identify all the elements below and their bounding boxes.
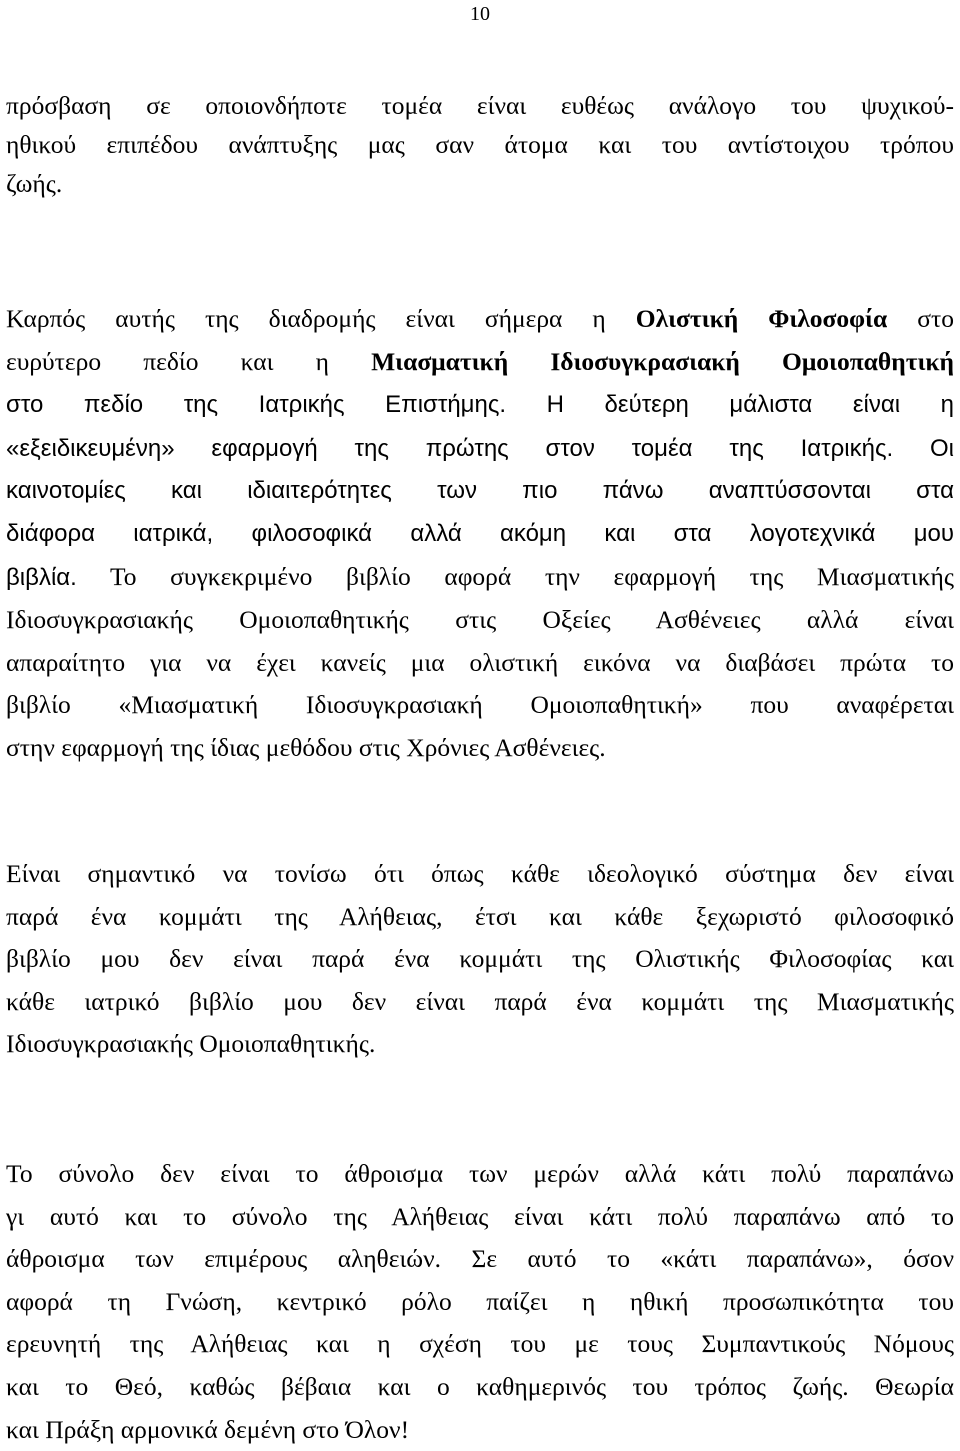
paragraph-4-line-5: ερευνητή της Αλήθειας και η σχέση του με τους Συμπαντικούς Νόμους [6, 1329, 954, 1359]
paragraph-3-line-3: βιβλίο μου δεν είναι παρά ένα κομμάτι της Ολιστικής Φιλοσοφίας και [6, 944, 954, 974]
paragraph-3-line-1: Είναι σημαντικό να τονίσω ότι όπως κάθε ιδεολογικό σύστημα δεν είναι [6, 859, 954, 888]
paragraph-3-line-2: παρά ένα κομμάτι της Αλήθειας, έτσι και κάθε ξεχωριστό φιλοσοφικό [6, 901, 954, 931]
paragraph-4-line-4: αφορά τη Γνώση, κεντρικό ρόλο παίζει η ηθική προσωπικότητα του [6, 1286, 954, 1316]
paragraph-2 [6, 298, 954, 770]
paragraph-3-line-4: κάθε ιατρικό βιβλίο μου δεν είναι παρά ένα κομμάτι της Μιασματικής [6, 986, 954, 1016]
paragraph-4-line-1: Το σύνολο δεν είναι το άθροισμα των μερών αλλά κάτι πολύ παραπάνω [6, 1159, 954, 1188]
paragraph-4-line-7: και Πράξη αρμονικά δεμένη στο Όλον! [6, 1414, 410, 1444]
paragraph-2-line-3: στο πεδίο της Ιατρικής Επιστήμης. Η δεύτερη μάλιστα είναι η [6, 391, 954, 419]
bold-term-holistic-philosophy: Ολιστική Φιλοσοφία [635, 304, 888, 333]
paragraph-4 [6, 1153, 954, 1451]
paragraph-1-line-3: ζωής. [6, 169, 63, 198]
paragraph-4-line-6: και το Θεό, καθώς βέβαια και ο καθημερινός του τρόπος ζωής. Θεωρία [6, 1371, 954, 1401]
bold-term-miasmatic-homeopathy: Μιασματική Ιδιοσυγκρασιακή Ομοιοπαθητική [371, 346, 954, 376]
paragraph-2-line-10: βιβλίο «Μιασματική Ιδιοσυγκρασιακή Ομοιοπαθητική» που αναφέρεται [6, 690, 954, 720]
paragraph-2-line-7: βιβλία. Το συγκεκριμένο βιβλίο αφορά την εφαρμογή της Μιασματικής [6, 561, 954, 591]
paragraph-2-line-11: στην εφαρμογή της ίδιας μεθόδου στις Χρόνιες Ασθένειες. [6, 732, 606, 762]
paragraph-2-line-5: καινοτομίες και ιδιαιτερότητες των πιο πάνω αναπτύσσονται στα [6, 477, 954, 505]
paragraph-4-line-2: γι αυτό και το σύνολο της Αλήθειας είναι κάτι πολύ παραπάνω από το [6, 1201, 954, 1231]
paragraph-1-line-1: πρόσβαση σε οποιονδήποτε τομέα είναι ευθέως ανάλογο του ψυχικού- [6, 91, 954, 120]
paragraph-4-line-3: άθροισμα των επιμέρους αληθειών. Σε αυτό το «κάτι παραπάνω», όσον [6, 1244, 954, 1274]
paragraph-2-line-4: «εξειδικευμένη» εφαρμογή της πρώτης στον τομέα της Ιατρικής. Οι [6, 434, 955, 462]
paragraph-2-line-6: διάφορα ιατρικά, φιλοσοφικά αλλά ακόμη και στα λογοτεχνικά μου [6, 519, 954, 547]
paragraph-2-line-8: Ιδιοσυγκρασιακής Ομοιοπαθητικής στις Οξείες Ασθένειες αλλά είναι [6, 605, 954, 635]
paragraph-2-line-1: Καρπός αυτής της διαδρομής είναι σήμερα η Ολιστική Φιλοσοφία στο [6, 304, 954, 333]
page-number: 10 [470, 3, 490, 25]
paragraph-2-line-9: απαραίτητο για να έχει κανείς μια ολιστική εικόνα να διαβάσει πρώτα το [6, 647, 954, 677]
paragraph-1 [6, 86, 954, 203]
paragraph-2-line-2: ευρύτερο πεδίο και η Μιασματική Ιδιοσυγκρασιακή Ομοιοπαθητική [6, 346, 954, 376]
paragraph-3 [6, 853, 954, 1066]
paragraph-3-line-5: Ιδιοσυγκρασιακής Ομοιοπαθητικής. [6, 1029, 376, 1059]
paragraph-1-line-2: ηθικού επιπέδου ανάπτυξης μας σαν άτομα και του αντίστοιχου τρόπου [6, 130, 954, 159]
